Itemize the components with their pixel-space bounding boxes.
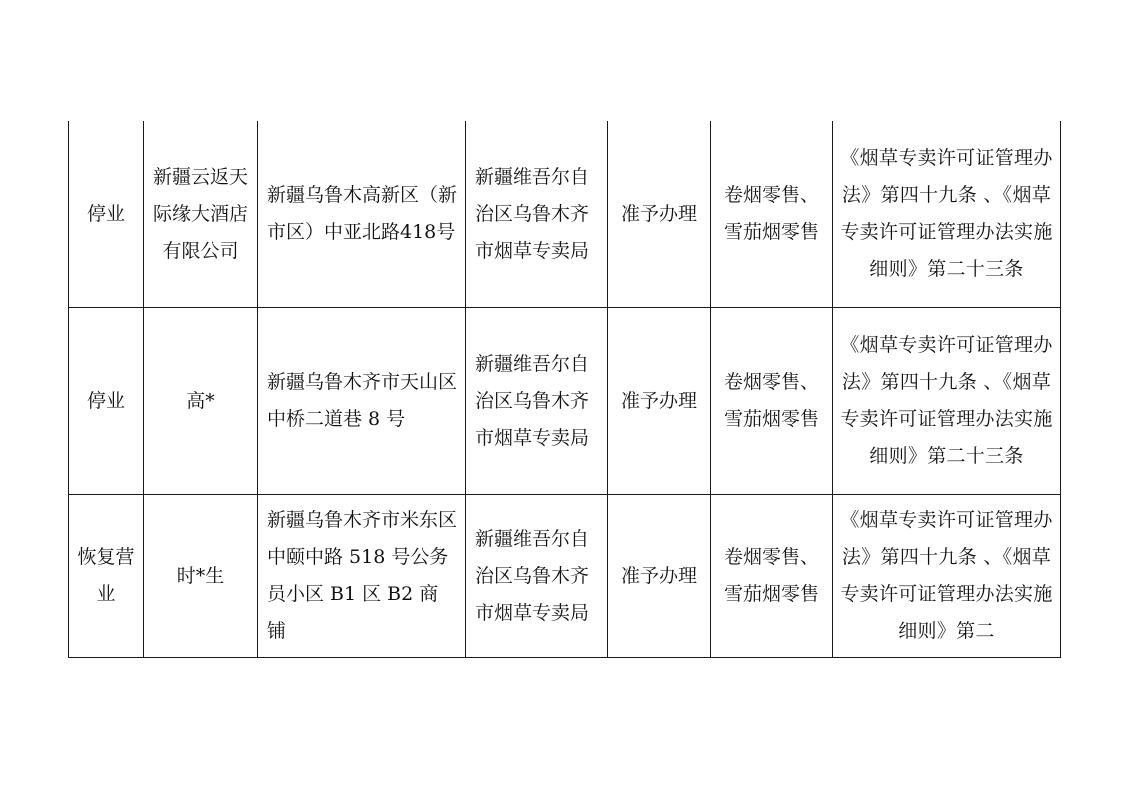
business-scope-cell: 卷烟零售、雪茄烟零售 [711, 308, 833, 495]
table-row [69, 308, 1061, 495]
address-cell: 新疆乌鲁木齐市天山区中桥二道巷 8 号 [258, 308, 466, 495]
address-cell: 新疆乌鲁木高新区（新市区）中亚北路418号 [258, 121, 466, 308]
licensee-name-cell: 新疆云返天际缘大酒店有限公司 [144, 121, 258, 308]
licensee-name-cell: 时*生 [144, 495, 258, 658]
authority-cell: 新疆维吾尔自治区乌鲁木齐市烟草专卖局 [466, 308, 608, 495]
licensee-name-cell: 高* [144, 308, 258, 495]
authority-cell: 新疆维吾尔自治区乌鲁木齐市烟草专卖局 [466, 495, 608, 658]
decision-cell: 准予办理 [608, 308, 711, 495]
authority-cell: 新疆维吾尔自治区乌鲁木齐市烟草专卖局 [466, 121, 608, 308]
change-type-cell: 停业 [69, 121, 144, 308]
legal-basis-cell: 《烟草专卖许可证管理办法》第四十九条 、《烟草专卖许可证管理办法实施细则》第二 [833, 495, 1061, 658]
legal-basis-cell: 《烟草专卖许可证管理办法》第四十九条 、《烟草专卖许可证管理办法实施细则》第二十三条 [833, 121, 1061, 308]
table-row [69, 495, 1061, 658]
table-row [69, 121, 1061, 308]
permit-table [68, 121, 1061, 658]
decision-cell: 准予办理 [608, 495, 711, 658]
address-cell: 新疆乌鲁木齐市米东区中颐中路 518 号公务员小区 B1 区 B2 商铺 [258, 495, 466, 658]
decision-cell: 准予办理 [608, 121, 711, 308]
legal-basis-cell: 《烟草专卖许可证管理办法》第四十九条 、《烟草专卖许可证管理办法实施细则》第二十三条 [833, 308, 1061, 495]
business-scope-cell: 卷烟零售、雪茄烟零售 [711, 121, 833, 308]
business-scope-cell: 卷烟零售、雪茄烟零售 [711, 495, 833, 658]
change-type-cell: 恢复营业 [69, 495, 144, 658]
change-type-cell: 停业 [69, 308, 144, 495]
